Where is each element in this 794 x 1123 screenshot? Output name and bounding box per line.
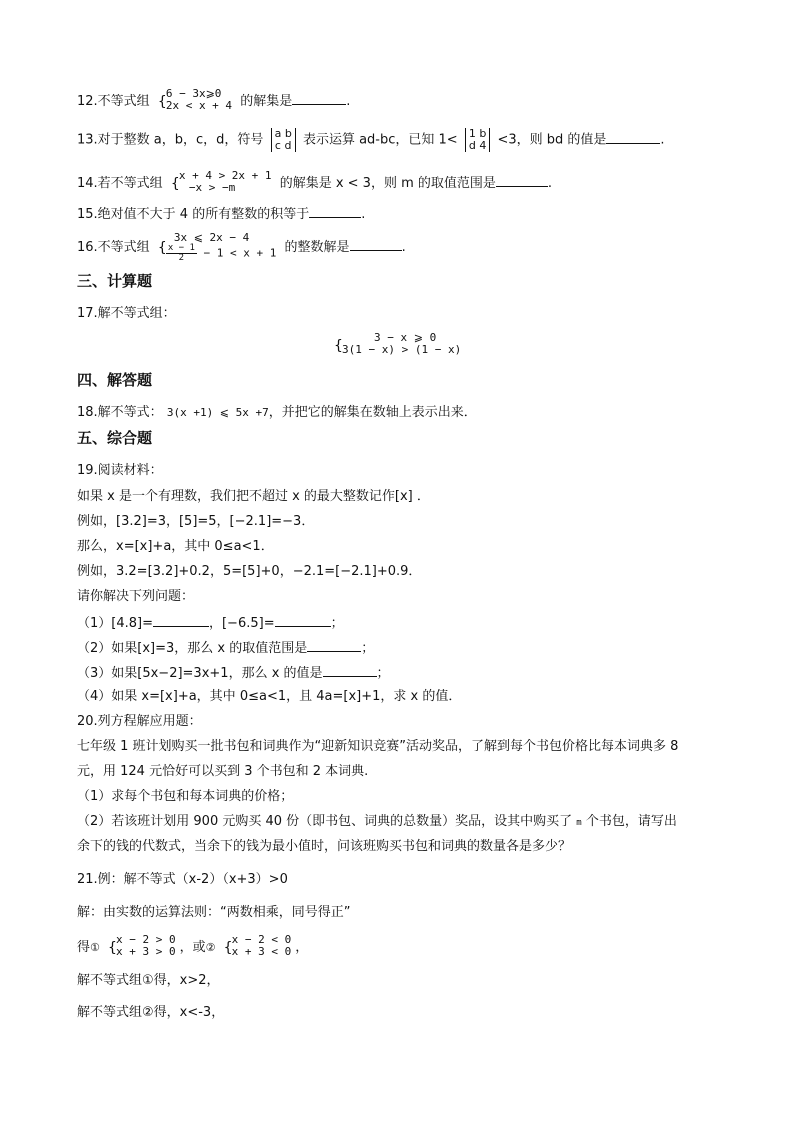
q12-end: .: [346, 94, 351, 109]
q17-system: [330, 332, 465, 359]
brace-icon: {: [223, 939, 233, 956]
question-13: [77, 128, 665, 152]
q15-answer-blank[interactable]: [309, 204, 361, 218]
q21-s1-row2: x + 3 > 0: [116, 945, 176, 958]
q21-s1-row1: x − 2 > 0: [116, 933, 176, 946]
q21-system-2: [224, 934, 292, 961]
q17-row2: 3(1 − x) > (1 − x): [342, 343, 462, 356]
q16-fraction: [166, 244, 197, 263]
q13-answer-blank[interactable]: [606, 130, 660, 144]
q13-det1-row2: c d: [274, 139, 292, 152]
q13-text3: <3，则 bd 的值是: [497, 132, 607, 148]
q21-or: ，或: [179, 940, 206, 955]
q13-det2: [465, 128, 490, 152]
q14-row2: −x > −m: [188, 181, 236, 194]
q21-s2-row2: x + 3 < 0: [231, 945, 292, 958]
q16-answer-blank[interactable]: [350, 237, 402, 251]
brace-icon: {: [157, 239, 167, 256]
q19-p2-text: （2）如果[x]=3，那么 x 的取值范围是: [77, 641, 308, 656]
q20-line-2: 元，用 124 元恰好可以买到 3 个书包和 2 本词典.: [77, 764, 369, 779]
q16-prefix: 16.不等式组: [77, 240, 150, 255]
q20-line-5: 余下的钱的代数式，当余下的钱为最小值时，问该班购买书包和词典的数量各是多少？: [77, 839, 572, 854]
q13-end: .: [660, 132, 665, 148]
q21-comma: ，: [295, 940, 309, 955]
q21-title: 21.例：解不等式（x-2）（x+3）>0: [77, 872, 288, 887]
q21-solution: 解：由实数的运算法则：“两数相乘，同号得正”: [77, 905, 351, 920]
q13-det1-row1: a b: [274, 127, 292, 140]
q19-part-3: [77, 663, 390, 683]
q14-answer-blank[interactable]: [496, 173, 548, 187]
q21-system-1: [108, 934, 176, 961]
q17-row1: 3 − x ⩾ 0: [374, 331, 437, 344]
q19-p1-blank-b[interactable]: [275, 613, 331, 627]
q15-text: 15.绝对值不大于 4 的所有整数的积等于: [77, 207, 310, 222]
question-12: [77, 88, 350, 115]
q12-row2: 2x < x + 4: [165, 99, 233, 112]
section-4-heading: 四、解答题: [77, 371, 153, 389]
q13-text2: 表示运算 ad-bc，已知 1<: [302, 132, 458, 148]
q19-part-1: [77, 613, 344, 633]
q13-det2-row2: d 4: [468, 139, 487, 152]
q19-p2-end: ；: [361, 641, 375, 656]
q18-suffix: ，并把它的解集在数轴上表示出来．: [268, 405, 477, 420]
section-3-heading: 三、计算题: [77, 272, 153, 290]
question-18: [77, 404, 477, 422]
q16-suffix: 的整数解是: [284, 240, 350, 255]
question-15: [77, 204, 365, 224]
q14-prefix: 14.若不等式组: [77, 176, 163, 191]
q18-expression: 3(x +1) ⩽ 5x +7: [166, 406, 269, 419]
q19-line: 例如，3.2=[3.2]+0.2，5=[5]+0，−2.1=[−2.1]+0.9．: [77, 564, 422, 579]
q17-system-block: [334, 332, 461, 359]
question-16: [77, 232, 406, 263]
q19-line: 请你解决下列问题：: [77, 589, 195, 604]
q19-p1-blank-a[interactable]: [153, 613, 209, 627]
q19-part-4: （4）如果 x=[x]+a，其中 0≤a<1，且 4a=[x]+1，求 x 的值．: [77, 689, 462, 704]
q16-frac-num: x − 1: [167, 243, 195, 253]
q13-text1: 13.对于整数 a，b，c，d，符号: [77, 132, 264, 148]
q12-answer-blank[interactable]: [292, 91, 346, 105]
q16-row2: [166, 244, 277, 263]
q13-det2-row1: 1 b: [468, 127, 487, 140]
q13-det1: [271, 128, 296, 152]
question-14: [77, 170, 552, 197]
q19-title: 19.阅读材料：: [77, 463, 163, 478]
q19-p1-end: ；: [330, 616, 344, 631]
q12-system: [158, 88, 232, 115]
question-17: 17.解不等式组：: [77, 306, 176, 321]
q14-system: [171, 170, 272, 197]
q20-var-m: m: [576, 818, 582, 828]
q12-prefix: 12.不等式组: [77, 94, 150, 109]
q19-line: 例如，[3.2]=3，[5]=5，[−2.1]=−3．: [77, 514, 315, 529]
q14-mid: 的解集是 x < 3，则 m 的取值范围是: [279, 176, 496, 191]
brace-icon: {: [157, 93, 167, 110]
circled-2-icon: ②: [205, 941, 216, 954]
q20-l4-a: （2）若该班计划用 900 元购买 40 份（即书包、词典的总数量）奖品，设其中购买了: [77, 814, 573, 829]
brace-icon: {: [108, 939, 117, 956]
q21-line-2: 解不等式组②得，x<-3，: [77, 1005, 225, 1020]
q19-line: 如果 x 是一个有理数，我们把不超过 x 的最大整数记作[x] ．: [77, 489, 430, 504]
q19-p3-blank[interactable]: [323, 663, 377, 677]
q20-title: 20.列方程解应用题：: [77, 714, 202, 729]
q12-suffix: 的解集是: [240, 94, 293, 109]
q20-line-4: [77, 813, 677, 832]
q16-row1: 3x ⩽ 2x − 4: [173, 231, 250, 244]
q19-line: 那么，x=[x]+a，其中 0≤a<1．: [77, 539, 274, 554]
q19-p2-blank[interactable]: [307, 638, 361, 652]
q21-s2-row1: x − 2 < 0: [231, 933, 292, 946]
q16-end: .: [401, 240, 406, 255]
q15-end: .: [361, 207, 366, 222]
q20-l4-b: 个书包，请写出: [585, 814, 677, 829]
q16-row2-rest: − 1 < x + 1: [203, 246, 277, 260]
q14-row1: x + 4 > 2x + 1: [178, 169, 272, 182]
q20-line-1: 七年级 1 班计划购买一批书包和词典作为“迎新知识竞赛”活动奖品，了解到每个书包价格比每本词典多 8: [77, 739, 679, 754]
q16-system: [158, 232, 277, 263]
q16-frac-den: 2: [178, 253, 185, 263]
q21-systems: [77, 934, 308, 961]
q19-part-2: [77, 638, 374, 658]
q20-line-3: （1）求每个书包和每本词典的价格；: [77, 789, 294, 804]
q19-p1-label-a: （1）[4.8]=: [77, 616, 153, 631]
q21-de: 得: [77, 940, 91, 955]
circled-1-icon: ①: [90, 941, 100, 954]
q18-prefix: 18.解不等式：: [77, 405, 163, 420]
brace-icon: {: [334, 337, 343, 354]
brace-icon: {: [170, 175, 180, 192]
q12-row1: 6 − 3x⩾0: [165, 87, 222, 100]
q19-p3-text: （3）如果[5x−2]=3x+1，那么 x 的值是: [77, 666, 323, 681]
q14-end: .: [547, 176, 553, 191]
q19-p1-label-b: ，[−6.5]=: [208, 616, 275, 631]
q21-line-1: 解不等式组①得，x>2，: [77, 973, 220, 988]
q19-p3-end: ；: [376, 666, 390, 681]
section-5-heading: 五、综合题: [77, 429, 153, 447]
